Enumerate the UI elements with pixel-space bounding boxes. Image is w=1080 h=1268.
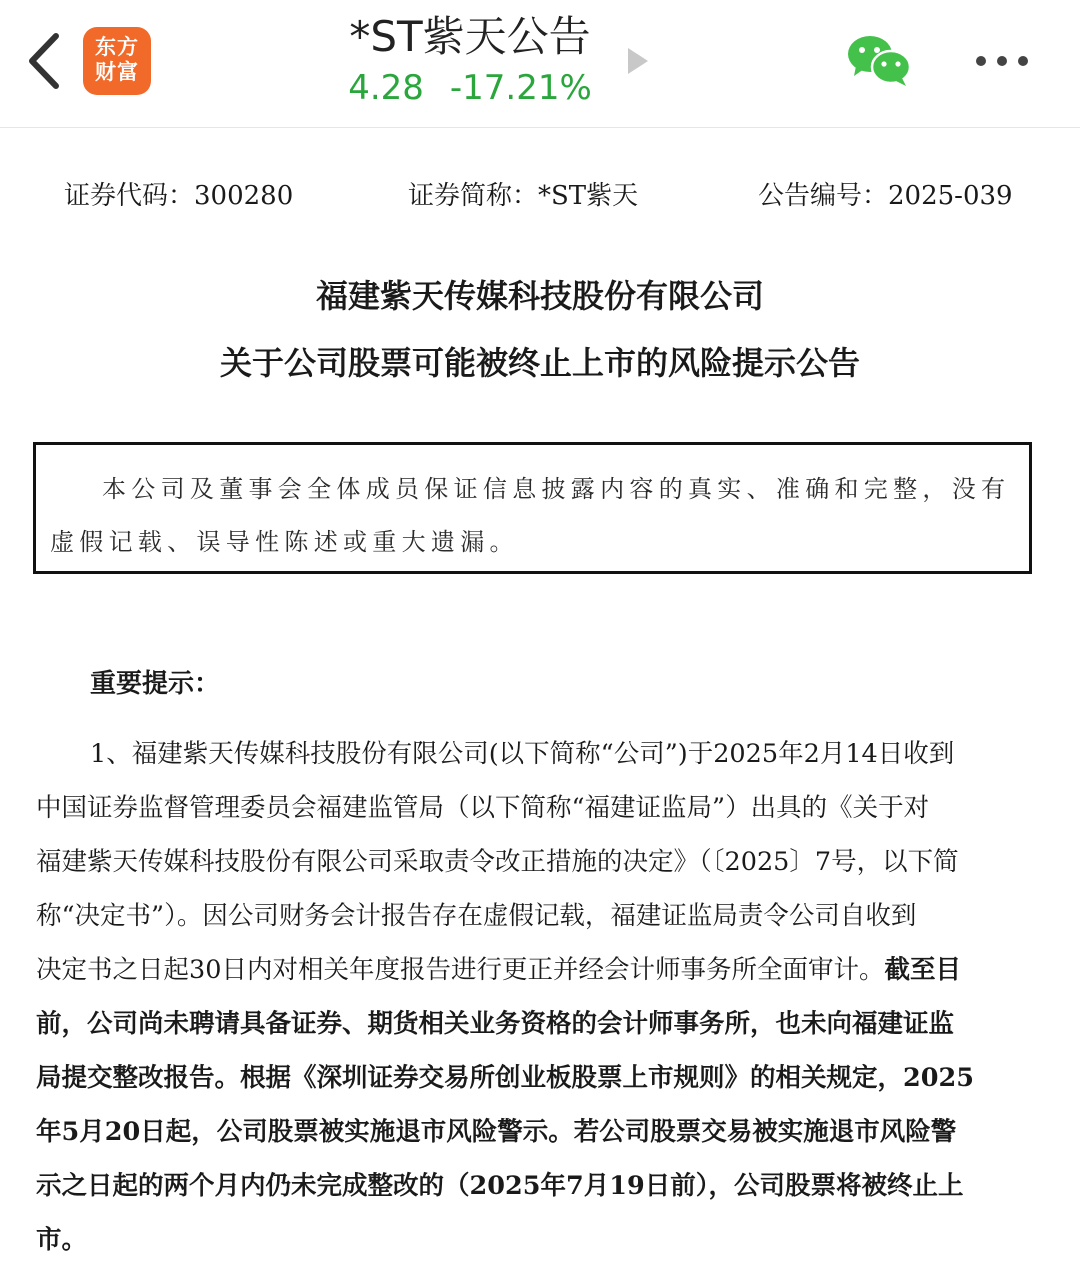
announcement-meta (0, 172, 1080, 220)
security-code: 证券代码：300280 (64, 181, 294, 211)
more-button[interactable] (970, 44, 1034, 78)
app-header (0, 0, 1080, 128)
paragraph-line-bold-text: 年5月20日起，公司股票被实施退市风险警示。若公司股票交易被实施退市风险警 (36, 1117, 957, 1147)
paragraph-line-bold-text: 局提交整改报告。根据《深圳证券交易所创业板股票上市规则》的相关规定，2025 (36, 1063, 974, 1093)
disclaimer-text: 本公司及董事会全体成员保证信息披露内容的真实、准确和完整，没有虚假记载、误导性陈述或重大遗漏。 (50, 475, 1011, 556)
announcement-title: 关于公司股票可能被终止上市的风险提示公告 (219, 344, 860, 382)
paragraph-line (36, 838, 1044, 886)
paragraph-line (36, 1108, 1044, 1156)
stock-price: 4.28 (348, 68, 424, 108)
paragraph-line-text: 称“决定书”）。因公司财务会计报告存在虚假记载，福建证监局责令公司自收到 (36, 901, 917, 931)
paragraph-line-text: 中国证券监督管理委员会福建监管局（以下简称“福建证监局”）出具的《关于对 (36, 793, 930, 823)
paragraph-line (36, 1216, 1044, 1264)
back-arrow-icon (22, 30, 66, 92)
paragraph-line-bold-text: 示之日起的两个月内仍未完成整改的（2025年7月19日前），公司股票将被终止上 (36, 1171, 964, 1201)
disclaimer-box (33, 442, 1032, 574)
paragraph-line (36, 1162, 1044, 1210)
quote-row (300, 66, 640, 110)
eastmoney-logo (83, 27, 151, 95)
stock-change: -17.21% (449, 68, 592, 108)
paragraph-line (36, 784, 1044, 832)
logo-text-line1: 东方 (95, 35, 139, 59)
stock-title-block[interactable] (300, 8, 640, 110)
logo-text-line2: 财富 (95, 60, 139, 84)
play-button[interactable] (626, 46, 650, 76)
wechat-share-button[interactable] (846, 34, 912, 88)
paragraph-line (36, 1054, 1044, 1102)
important-notice-heading: 重要提示： (90, 669, 221, 699)
stock-title: *ST紫天公告 (349, 12, 591, 61)
paragraph-line-bold-text: 截至目 (884, 955, 961, 985)
paragraph-line-text: 1、福建紫天传媒科技股份有限公司(以下简称“公司”)于2025年2月14日收到 (90, 739, 955, 769)
company-name-title: 福建紫天传媒科技股份有限公司 (315, 277, 764, 315)
wechat-icon (846, 34, 912, 88)
back-button[interactable] (22, 30, 66, 92)
paragraph-line-bold-text: 前，公司尚未聘请具备证券、期货相关业务资格的会计师事务所，也未向福建证监 (36, 1009, 955, 1039)
paragraph-line-bold-text: 市。 (36, 1225, 88, 1255)
paragraph-line (36, 946, 1044, 994)
more-icon (970, 44, 1034, 78)
paragraph-line (90, 730, 1080, 778)
play-icon (626, 46, 650, 76)
security-abbreviation: 证券简称：*ST紫天 (408, 181, 639, 211)
paragraph-line-text: 福建紫天传媒科技股份有限公司采取责令改正措施的决定》（〔2025〕7号，以下简 (36, 847, 959, 877)
paragraph-line (36, 1000, 1044, 1048)
announcement-number: 公告编号：2025-039 (758, 181, 1013, 211)
paragraph-line-text: 决定书之日起30日内对相关年度报告进行更正并经会计师事务所全面审计。 (36, 955, 885, 985)
paragraph-line (36, 892, 1044, 940)
